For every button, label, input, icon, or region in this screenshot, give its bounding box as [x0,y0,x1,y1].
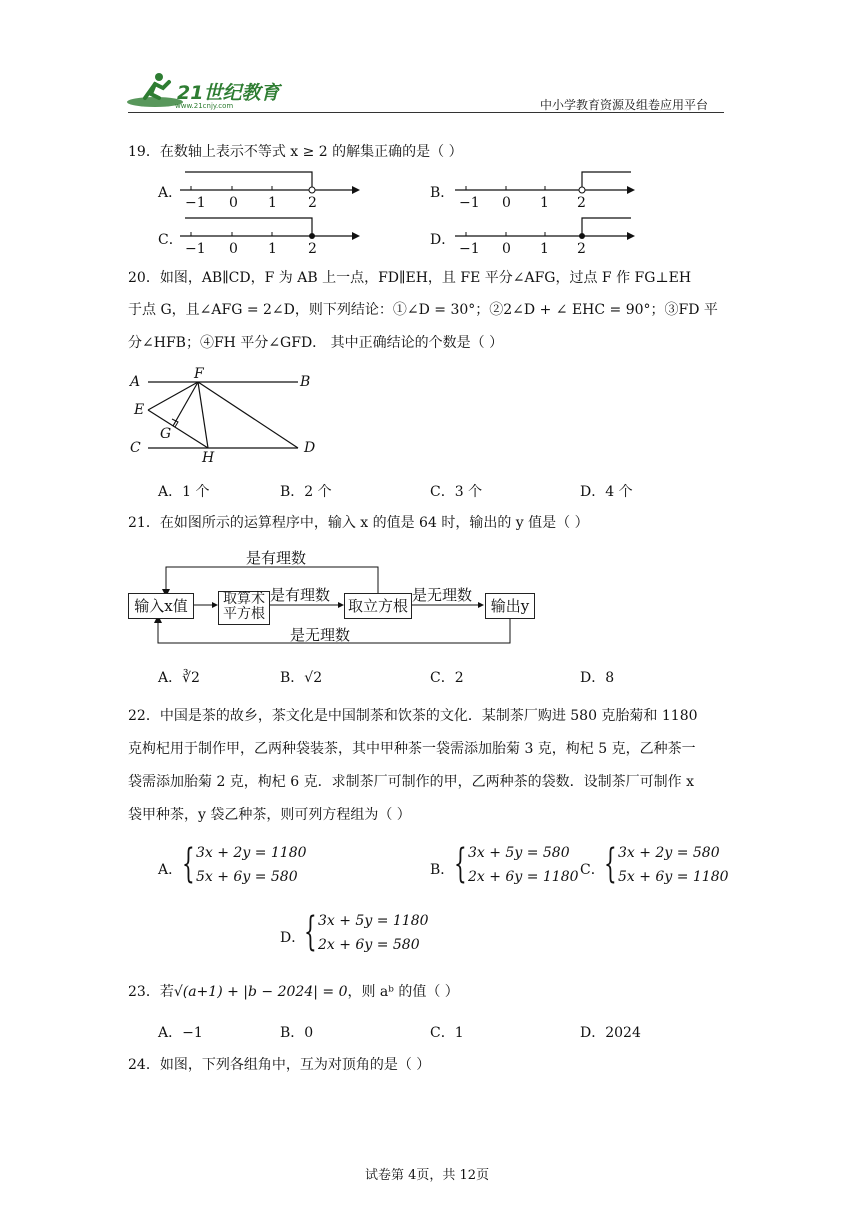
q21-option-d: D．8 [580,670,615,686]
q23-option-a: A．−1 [158,1025,203,1041]
page-footer: 试卷第 4页，共 12页 [365,1168,490,1183]
logo-text: 21世纪教育 [177,82,280,104]
q21-option-c: C．2 [430,670,464,686]
flow-output-box: 输出y [485,593,535,619]
header-rule [128,112,724,113]
q20-stem-line2: 于点 G，且∠AFG = 2∠D，则下列结论：①∠D = 30°；②2∠D + ∠ EHC = 90°；③FD 平 [128,302,718,318]
flow-label-rational-mid: 是有理数 [270,586,331,604]
q21-flowchart [128,545,538,647]
q23-option-b: B．0 [280,1025,314,1041]
q20-figure: A F B E G C H D [130,366,316,466]
q20-stem-line3: 分∠HFB；④FH 平分∠GFD． 其中正确结论的个数是（ ） [128,335,504,351]
q21-option-a: A．∛2 [158,670,200,686]
q20-option-a: A．1 个 [158,484,210,500]
q20-option-c: C．3 个 [430,484,483,500]
flow-input-box: 输入x值 [128,593,194,619]
q22-stem-line3: 袋需添加胎菊 2 克，枸杞 6 克．求制茶厂可制作的甲，乙两种茶的袋数．设制茶厂可制作 x [128,774,694,790]
flow-label-irrational-bottom: 是无理数 [290,626,351,644]
logo [125,68,295,112]
q22-stem-line2: 克枸杞用于制作甲，乙两种袋装茶，其中甲种茶一袋需添加胎菊 3 克，枸杞 5 克，乙种茶一 [128,741,696,757]
q19-stem: 19．在数轴上表示不等式 x ≥ 2 的解集正确的是（ ） [128,144,463,160]
q20-stem-line1: 20．如图，AB∥CD，F 为 AB 上一点，FD∥EH，且 FE 平分∠AFG，过点 F 作 FG⊥EH [128,270,692,286]
platform-name: 中小学教育资源及组卷应用平台 [540,98,709,112]
q23-option-c: C．1 [430,1025,464,1041]
q20-option-d: D．4 个 [580,484,633,500]
q23-option-d: D．2024 [580,1025,641,1041]
q23-stem: 23．若√(a+1) + |b − 2024| = 0，则 aᵇ 的值（ ） [128,984,459,1000]
flow-cbrt-box: 取立方根 [344,593,412,619]
q22-stem-line4: 袋甲种茶，y 袋乙种茶，则可列方程组为（ ） [128,807,411,823]
q22-stem-line1: 22．中国是茶的故乡，茶文化是中国制茶和饮茶的文化．某制茶厂购进 580 克胎菊和 1180 [128,708,698,724]
q20-option-b: B．2 个 [280,484,332,500]
logo-url: www.21cnjy.com [175,102,234,110]
q21-option-b: B．√2 [280,670,323,686]
q21-stem: 21．在如图所示的运算程序中，输入 x 的值是 64 时，输出的 y 值是（ ） [128,515,589,531]
flow-label-rational-top: 是有理数 [246,549,307,567]
flow-label-irrational-mid: 是无理数 [412,586,473,604]
q24-stem: 24．如图，下列各组角中，互为对顶角的是（ ） [128,1057,431,1073]
flow-sqrt-box: 取算术 平方根 [218,591,270,625]
